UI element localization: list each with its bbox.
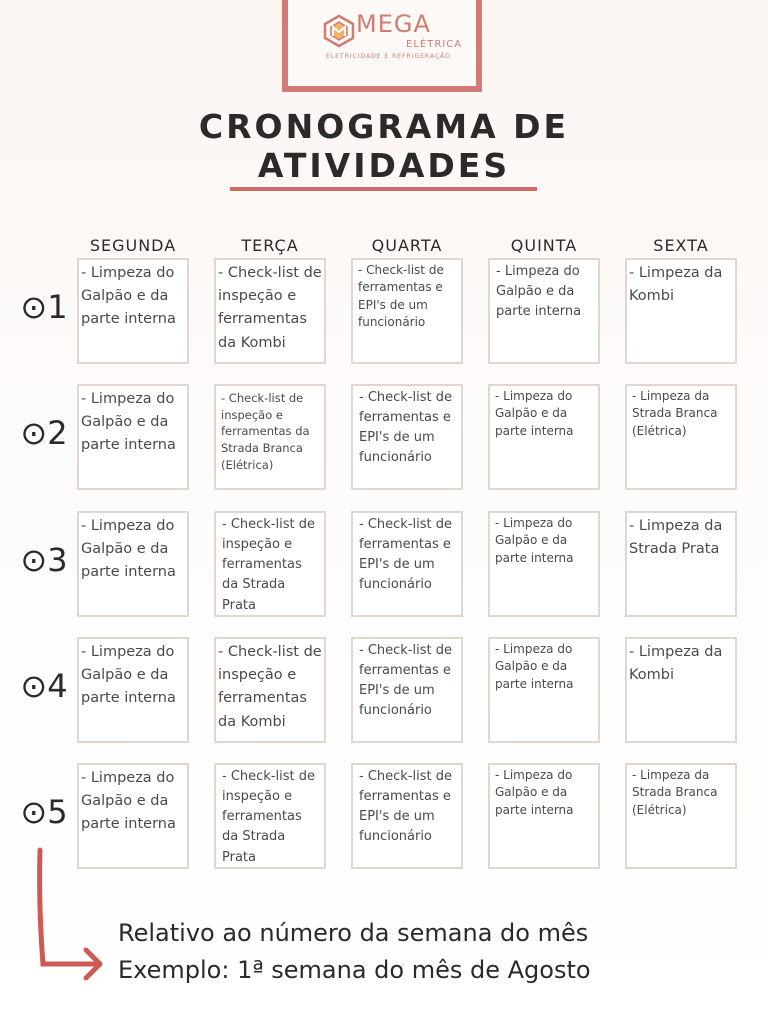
schedule-cell: - Limpeza da Kombi (625, 258, 737, 364)
schedule-cell: - Limpeza do Galpão e da parte interna (488, 637, 600, 743)
schedule-cell: - Limpeza do Galpão e da parte interna (77, 511, 189, 617)
footnote-line-2: Exemplo: 1ª semana do mês de Agosto (118, 956, 591, 984)
schedule-cell: - Check-list de ferramentas e EPI's de um funcionário (351, 258, 463, 364)
schedule-cell: - Limpeza do Galpão e da parte interna (77, 258, 189, 364)
page-title-line-1: CRONOGRAMA DE (198, 107, 570, 146)
week-label: ⊙5 (20, 793, 68, 831)
schedule-cell: - Check-list de ferramentas e EPI's de um funcionário (351, 384, 463, 490)
day-header: QUINTA (510, 236, 578, 255)
day-header: TERÇA (241, 236, 299, 255)
schedule-cell: - Limpeza do Galpão e da parte interna (488, 258, 600, 364)
schedule-cell: - Limpeza do Galpão e da parte interna (77, 637, 189, 743)
schedule-cell: - Check-list de ferramentas e EPI's de um funcionário (351, 637, 463, 743)
schedule-cell: - Limpeza do Galpão e da parte interna (488, 511, 600, 617)
page-title-line-2: ATIVIDADES (257, 146, 511, 185)
week-label: ⊙1 (20, 288, 68, 326)
schedule-cell: - Check-list de inspeção e ferramentas da Strada Prata (214, 763, 326, 869)
week-label: ⊙3 (20, 541, 68, 579)
schedule-cell: - Limpeza da Kombi (625, 637, 737, 743)
logo-tagline: ELETRICIDADE E REFRIGERAÇÃO (326, 53, 451, 60)
schedule-cell: - Check-list de ferramentas e EPI's de um funcionário (351, 511, 463, 617)
schedule-cell: - Check-list de ferramentas e EPI's de um funcionário (351, 763, 463, 869)
week-label: ⊙2 (20, 414, 68, 452)
schedule-cell: - Check-list de inspeção e ferramentas da Strada Prata (214, 511, 326, 617)
day-header: SEXTA (653, 236, 709, 255)
schedule-cell: - Limpeza da Strada Branca (Elétrica) (625, 384, 737, 490)
schedule-cell: - Check-list de inspeção e ferramentas da Strada Branca (Elétrica) (214, 384, 326, 490)
logo-subtitle: ELÉTRICA (406, 39, 463, 50)
arrow-icon (30, 846, 110, 986)
week-label: ⊙4 (20, 667, 68, 705)
title-underline (230, 187, 537, 191)
schedule-cell: - Check-list de inspeção e ferramentas da Kombi (214, 637, 326, 743)
schedule-cell: - Limpeza do Galpão e da parte interna (488, 384, 600, 490)
logo-name: MEGA (356, 10, 431, 38)
schedule-cell: - Check-list de inspeção e ferramentas da Kombi (214, 258, 326, 364)
logo (282, 0, 482, 92)
footnote-line-1: Relativo ao número da semana do mês (118, 919, 589, 947)
schedule-cell: - Limpeza do Galpão e da parte interna (77, 763, 189, 869)
schedule-cell: - Limpeza do Galpão e da parte interna (488, 763, 600, 869)
logo-icon (322, 14, 356, 48)
schedule-cell: - Limpeza da Strada Prata (625, 511, 737, 617)
day-header: QUARTA (371, 236, 443, 255)
schedule-cell: - Limpeza da Strada Branca (Elétrica) (625, 763, 737, 869)
day-header: SEGUNDA (89, 236, 177, 255)
schedule-cell: - Limpeza do Galpão e da parte interna (77, 384, 189, 490)
